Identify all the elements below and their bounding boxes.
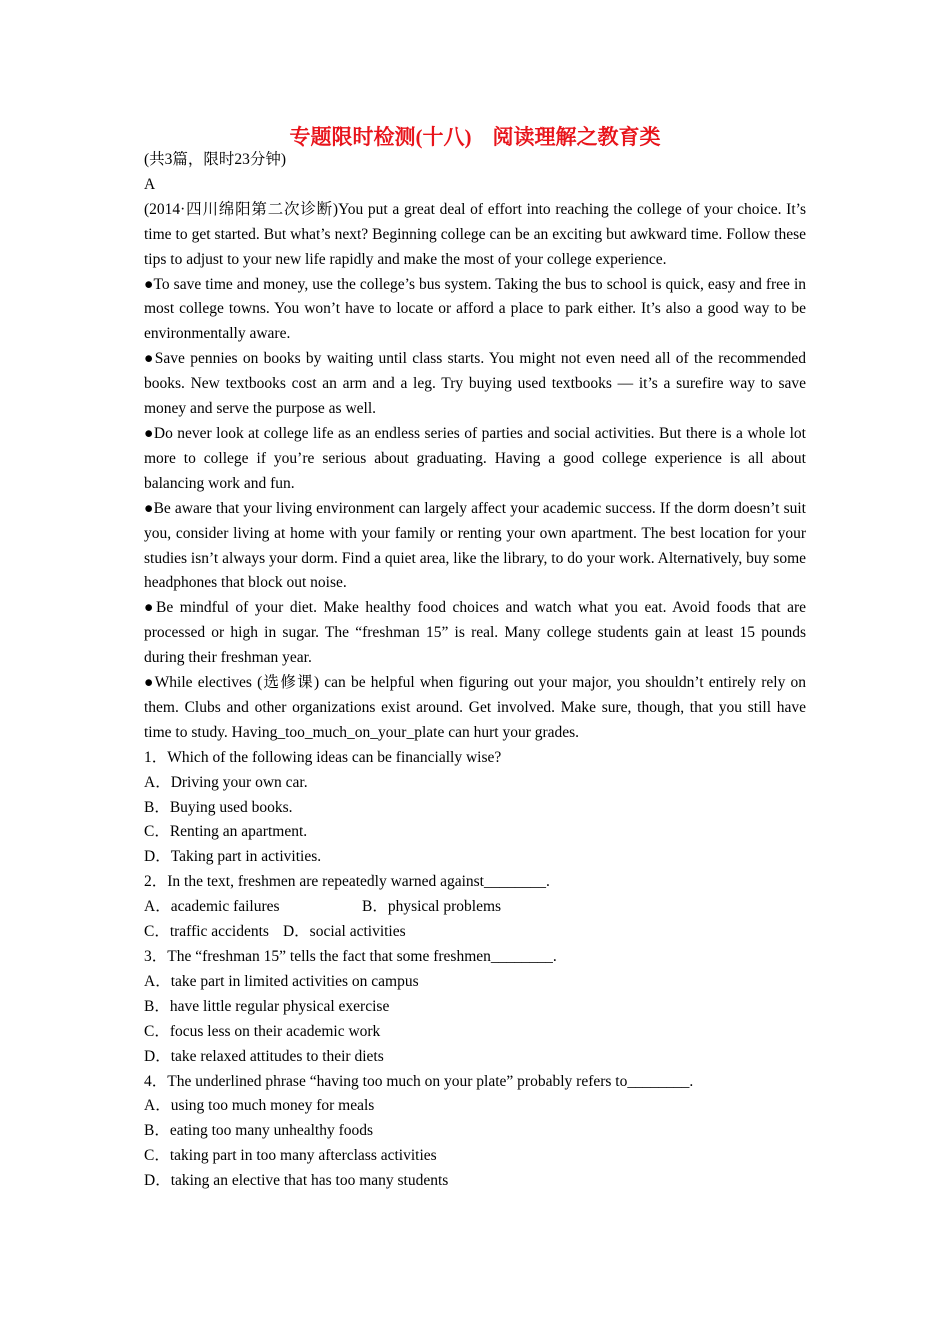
question-4-option-d: D．taking an elective that has too many students xyxy=(144,1172,449,1190)
question-3-stem: 3．The “freshman 15” tells the fact that some freshmen________. xyxy=(144,948,557,965)
question-3-option-d: D．take relaxed attitudes to their diets xyxy=(144,1047,384,1065)
question-2-options-row-1 xyxy=(144,895,806,920)
question-2-options-row-2 xyxy=(144,920,806,945)
question-4-stem: 4．The underlined phrase “having too much on your plate” probably refers to________. xyxy=(144,1072,694,1090)
question-1-stem: 1．Which of the following ideas can be financially wise? xyxy=(144,748,502,766)
section-label: A xyxy=(144,175,156,193)
question-3-option-c: C．focus less on their academic work xyxy=(144,1022,381,1040)
question-2-option-d: D．social activities xyxy=(282,923,406,941)
paragraph-diet: ●Be mindful of your diet. Make healthy food choices and watch what you eat. Avoid foods that are processed or high in sugar. The “freshman 15” is real. Many college students gain at least 15 pounds during their freshman year. xyxy=(144,599,806,667)
page-title: 专题限时检测(十八) 阅读理解之教育类 xyxy=(289,125,661,149)
paragraph-books: ●Save pennies on books by waiting until class starts. You might not even need all of the recommended books. New textbooks cost an arm and a leg. Try buying used textbooks — it’s a surefire way to save money and serve the purpose as well. xyxy=(144,350,806,418)
paragraph-bus: ●To save time and money, use the college’s bus system. Taking the bus to school is quick, easy and free in most college towns. You won’t have to locate or afford a place to park either. It’s also a good way to be environmentally aware. xyxy=(144,275,806,343)
question-4-option-b: B．eating too many unhealthy foods xyxy=(144,1122,374,1140)
question-4-option-a: A．using too much money for meals xyxy=(144,1097,375,1115)
question-1-option-b: B．Buying used books. xyxy=(144,798,293,816)
question-1-option-a: A．Driving your own car. xyxy=(144,773,308,791)
question-3-option-b: B．have little regular physical exercise xyxy=(144,997,390,1015)
question-1-option-c: C．Renting an apartment. xyxy=(144,823,308,841)
question-4-option-c: C．taking part in too many afterclass activities xyxy=(144,1147,437,1165)
paragraph-environment: ●Be aware that your living environment can largely affect your academic success. If the dorm doesn’t suit you, consider living at home with your family or renting your own apartment. The best location for your studies isn’t always your dorm. Find a quiet area, like the library, to do your work. Alternatively, buy some headphones that block out noise. xyxy=(144,499,806,592)
question-2-option-a: A．academic failures xyxy=(144,898,280,916)
question-2-stem: 2．In the text, freshmen are repeatedly warned against________. xyxy=(144,873,550,891)
paragraph-intro: (2014·四川绵阳第二次诊断)You put a great deal of effort into reaching the college of your choice. It’s time to get started. But what’s next? Beginning college can be an exciting but awkward time. Follow these tips to adjust to your new life rapidly and make the most of your college experience. xyxy=(144,200,806,268)
question-1-option-d: D．Taking part in activities. xyxy=(144,848,322,866)
document-page xyxy=(144,120,806,1194)
page-subtitle: (共3篇，限时23分钟) xyxy=(144,151,287,168)
question-2-option-b: B．physical problems xyxy=(362,898,502,916)
question-2-option-c: C．traffic accidents xyxy=(144,923,269,941)
paragraph-social: ●Do never look at college life as an endless series of parties and social activities. But there is a whole lot more to college if you’re serious about graduating. Having a good college experience is all about balancing work and fun. xyxy=(144,424,806,492)
paragraph-electives: ●While electives (选修课) can be helpful when figuring out your major, you shouldn’t entirely rely on them. Clubs and other organizations exist around. Get involved. Make sure, though, that you still have time to study. Having_too_much_on_your_plate can hurt your grades. xyxy=(144,674,806,741)
question-3-option-a: A．take part in limited activities on campus xyxy=(144,972,419,990)
